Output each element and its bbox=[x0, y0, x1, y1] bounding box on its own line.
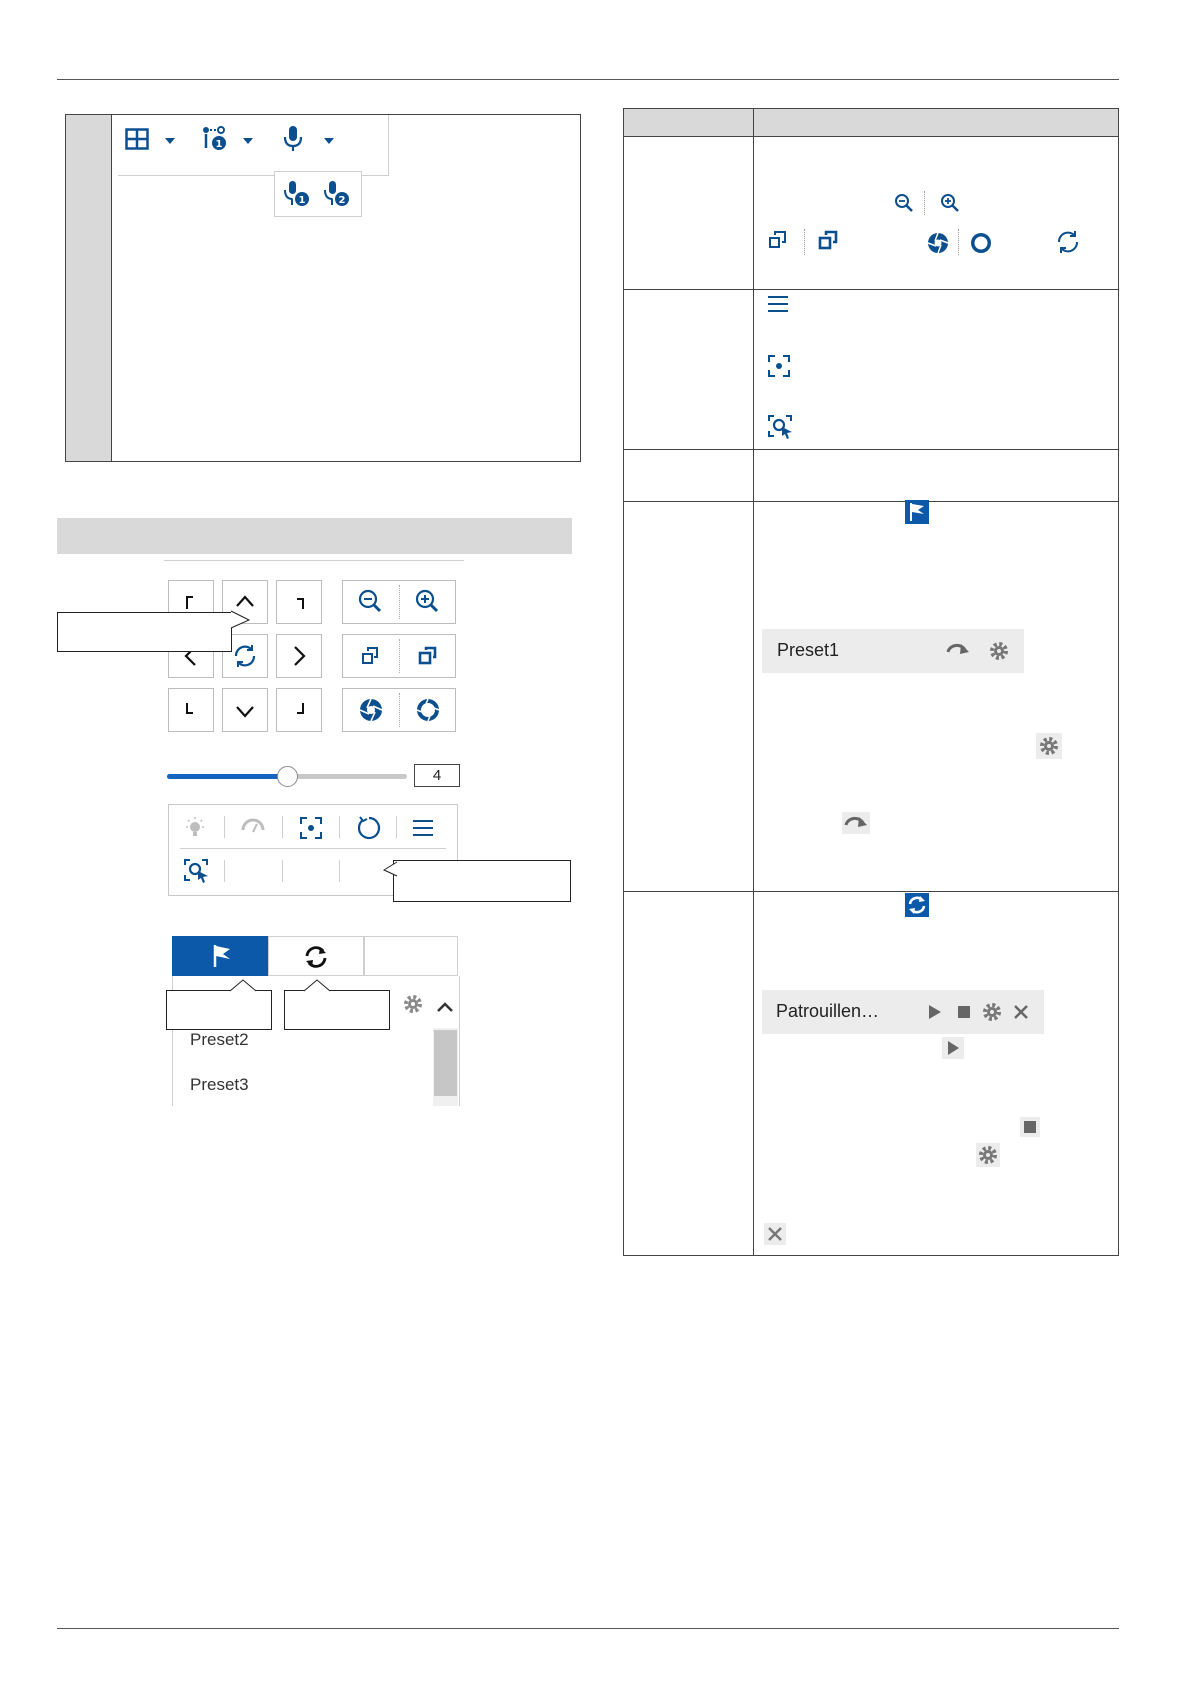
callout-box bbox=[284, 990, 390, 1030]
callout-pointer bbox=[302, 978, 332, 992]
scrollbar-thumb[interactable] bbox=[434, 1030, 457, 1096]
gear-icon[interactable] bbox=[402, 993, 424, 1015]
preset-chip[interactable] bbox=[762, 629, 1024, 673]
live-toolbar bbox=[118, 115, 389, 176]
dropdown-arrow-icon[interactable] bbox=[323, 137, 335, 145]
dropdown-arrow-icon[interactable] bbox=[242, 137, 254, 145]
svg-text:1: 1 bbox=[215, 139, 223, 150]
play-icon[interactable] bbox=[927, 1004, 943, 1020]
menu-icon[interactable] bbox=[411, 817, 435, 839]
layout-grid-icon[interactable] bbox=[125, 128, 149, 150]
callout-pointer bbox=[230, 606, 252, 632]
callout-pointer bbox=[228, 978, 258, 992]
section-heading-bar bbox=[57, 518, 572, 554]
rotate-icon bbox=[1055, 229, 1081, 255]
focus-far-icon bbox=[817, 229, 843, 255]
row-divider bbox=[624, 289, 1118, 290]
close-icon[interactable] bbox=[1012, 1003, 1030, 1021]
callout-box bbox=[166, 990, 272, 1030]
down-icon[interactable] bbox=[222, 688, 268, 732]
svg-text:2: 2 bbox=[338, 195, 346, 206]
preset-flag-icon bbox=[905, 500, 929, 524]
zoom-in-icon[interactable] bbox=[400, 581, 456, 623]
down-right-icon[interactable] bbox=[276, 688, 322, 732]
zoom-out-icon[interactable] bbox=[343, 581, 399, 623]
separator bbox=[924, 191, 925, 215]
row-divider bbox=[624, 501, 1118, 502]
speed-slider-handle[interactable] bbox=[277, 766, 298, 787]
microphone-2-icon[interactable] bbox=[323, 180, 351, 208]
iris-controls bbox=[342, 688, 456, 732]
microphone-icon[interactable] bbox=[282, 125, 304, 153]
stream-1-icon[interactable] bbox=[202, 126, 228, 152]
figure-sidebar bbox=[66, 115, 112, 461]
iris-open-icon[interactable] bbox=[400, 689, 456, 731]
patrol-icon bbox=[905, 893, 929, 917]
tab-presets[interactable] bbox=[172, 936, 268, 976]
row-divider bbox=[624, 891, 1118, 892]
center-focus-icon[interactable] bbox=[299, 816, 323, 840]
wiper-icon[interactable] bbox=[240, 816, 266, 840]
speed-value[interactable]: 4 bbox=[414, 764, 460, 787]
ptz-top-divider bbox=[164, 560, 464, 561]
menu-icon bbox=[767, 294, 789, 314]
callout-box bbox=[393, 860, 571, 902]
patrol-chip-label: Patrouillen… bbox=[776, 1001, 880, 1021]
microphone-popup bbox=[274, 171, 362, 217]
scroll-up-icon[interactable] bbox=[434, 998, 456, 1016]
stop-icon[interactable] bbox=[957, 1005, 971, 1019]
toolbar-figure bbox=[65, 114, 581, 462]
microphone-1-icon[interactable] bbox=[283, 180, 311, 208]
gear-icon bbox=[976, 1143, 1000, 1167]
tab-empty[interactable] bbox=[364, 936, 458, 976]
focus-near-icon[interactable] bbox=[343, 635, 399, 677]
light-icon[interactable] bbox=[182, 815, 208, 841]
tab-patrol[interactable] bbox=[268, 936, 364, 976]
focus-far-icon[interactable] bbox=[400, 635, 456, 677]
preset-chip-label: Preset1 bbox=[777, 640, 840, 660]
row-divider bbox=[624, 449, 1118, 450]
zoom-out-icon bbox=[892, 191, 916, 215]
zoom-in-icon bbox=[938, 191, 962, 215]
column-divider bbox=[753, 109, 754, 1255]
footer-rule bbox=[57, 1628, 1119, 1629]
focus-near-icon bbox=[767, 229, 793, 255]
focus-controls bbox=[342, 634, 456, 678]
call-preset-icon bbox=[842, 812, 870, 834]
preset-flag-icon bbox=[209, 943, 235, 969]
area-zoom-icon[interactable] bbox=[183, 858, 211, 884]
stop-icon bbox=[1020, 1117, 1040, 1137]
callout-box bbox=[57, 612, 232, 652]
header-rule bbox=[57, 79, 1119, 80]
gear-icon[interactable] bbox=[981, 1001, 1003, 1023]
dropdown-arrow-icon[interactable] bbox=[164, 137, 176, 145]
separator bbox=[958, 229, 959, 255]
list-item[interactable]: Preset3 bbox=[190, 1075, 249, 1094]
description-table bbox=[623, 108, 1119, 1256]
separator bbox=[804, 229, 805, 255]
iris-close-icon[interactable] bbox=[343, 689, 399, 731]
table-header bbox=[624, 109, 1118, 137]
gear-icon bbox=[1036, 733, 1062, 759]
gear-icon[interactable] bbox=[988, 640, 1010, 662]
center-focus-icon bbox=[767, 354, 791, 378]
play-icon bbox=[942, 1037, 964, 1059]
right-icon[interactable] bbox=[276, 634, 322, 678]
call-preset-icon[interactable] bbox=[945, 640, 971, 662]
speed-slider-fill bbox=[167, 774, 287, 779]
patrol-chip[interactable] bbox=[762, 990, 1044, 1034]
close-icon bbox=[764, 1223, 786, 1245]
list-item[interactable]: Preset2 bbox=[190, 1030, 249, 1049]
iris-close-icon bbox=[926, 231, 950, 255]
reset-icon[interactable] bbox=[355, 814, 383, 842]
iris-open-icon bbox=[969, 231, 993, 255]
area-zoom-icon bbox=[767, 414, 795, 440]
zoom-controls bbox=[342, 580, 456, 624]
down-left-icon[interactable] bbox=[168, 688, 214, 732]
svg-text:1: 1 bbox=[298, 195, 306, 206]
up-right-icon[interactable] bbox=[276, 580, 322, 624]
patrol-icon bbox=[303, 944, 329, 970]
callout-pointer bbox=[382, 860, 398, 880]
